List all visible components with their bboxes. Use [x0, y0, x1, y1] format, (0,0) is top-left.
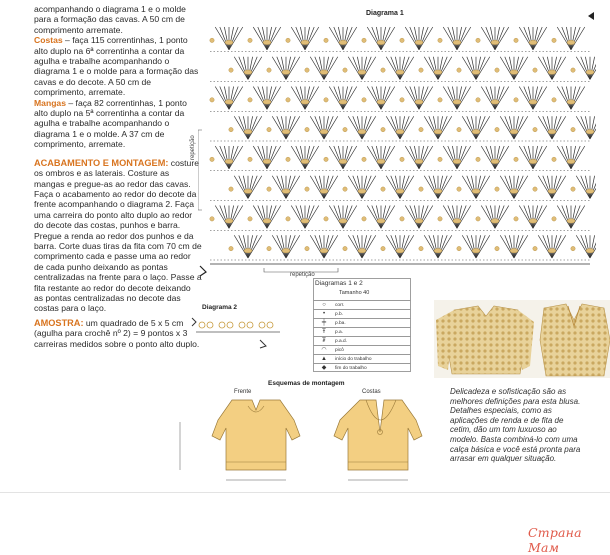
- legend-label: fim do trabalho: [335, 366, 367, 371]
- fan-stitch-mark: [400, 206, 433, 229]
- picot-mark: [207, 322, 213, 328]
- fan-stitch-mark: [400, 146, 433, 169]
- fan-stitch-mark: [533, 57, 566, 80]
- fan-stitch-mark: [552, 27, 585, 50]
- stitch-legend: [313, 278, 411, 372]
- legend-label: picô: [335, 348, 344, 353]
- fan-stitch-mark: [381, 176, 414, 199]
- fan-stitch-mark: [210, 206, 243, 229]
- chart-row: [210, 116, 596, 141]
- legend-row: [313, 363, 411, 373]
- fan-stitch-mark: [400, 27, 433, 50]
- fan-stitch-mark: [343, 57, 376, 80]
- picot-mark: [227, 322, 233, 328]
- fan-stitch-mark: [533, 116, 566, 139]
- blouse-photo-image: [434, 300, 610, 378]
- fan-stitch-mark: [305, 235, 338, 258]
- fan-stitch-mark: [476, 27, 509, 50]
- end-arrow-icon: [260, 340, 266, 348]
- fan-stitch-mark: [533, 235, 566, 258]
- fan-stitch-mark: [419, 176, 452, 199]
- legend-symbol: ○: [322, 302, 326, 308]
- fan-stitch-mark: [552, 206, 585, 229]
- fan-stitch-mark: [514, 27, 547, 50]
- fan-stitch-mark: [514, 206, 547, 229]
- front-pattern-piece: [212, 400, 300, 470]
- fan-stitch-mark: [305, 57, 338, 80]
- picot-mark: [219, 322, 225, 328]
- diagram-1-chart: [198, 10, 596, 280]
- fan-stitch-mark: [533, 176, 566, 199]
- fan-stitch-mark: [457, 116, 490, 139]
- fan-stitch-mark: [267, 235, 300, 258]
- legend-title: Diagramas 1 e 2: [315, 280, 363, 287]
- fan-stitch-mark: [438, 206, 471, 229]
- costas-paragraph: [34, 35, 202, 97]
- amostra-text: um quadrado de 5 x 5 cm (agulha para crochê nº 2) = 9 pontos x 3 carreiras medidos sobre o ponto alto duplo.: [34, 317, 200, 349]
- legend-label: corr.: [335, 303, 345, 308]
- fan-stitch-mark: [343, 176, 376, 199]
- assembly-schematics: [170, 392, 440, 488]
- fan-stitch-mark: [324, 27, 357, 50]
- mangas-paragraph: [34, 98, 202, 150]
- legend-symbol: ◆: [321, 365, 327, 371]
- fan-stitch-mark: [495, 57, 528, 80]
- fan-stitch-mark: [286, 146, 319, 169]
- photo-caption: Delicadeza e sofisticação são as melhores definições para esta blusa. Detalhes especiais, como as aplicações de renda e de fita de cetim, dão um tom luxuoso ao modelo. Basta combiná-lo com uma calça básica e você está pronta para arrasar em qualquer situação.: [450, 387, 581, 464]
- fan-stitch-mark: [419, 235, 452, 258]
- fan-stitch-mark: [210, 87, 243, 110]
- costas-heading: Costas: [34, 35, 63, 46]
- fan-stitch-mark: [476, 146, 509, 169]
- front-label: Frente: [234, 389, 252, 395]
- diagram-1-title: Diagrama 1: [366, 10, 404, 17]
- legend-symbol: ◠: [321, 347, 327, 353]
- chart-row: [210, 146, 590, 171]
- fan-stitch-mark: [267, 57, 300, 80]
- fan-stitch-mark: [324, 206, 357, 229]
- footer-divider: [0, 492, 610, 493]
- fan-stitch-mark: [324, 146, 357, 169]
- fan-stitch-mark: [552, 146, 585, 169]
- fan-stitch-mark: [248, 206, 281, 229]
- fan-stitch-mark: [286, 206, 319, 229]
- intro-text: acompanhando o diagrama 1 e o molde para a formação das cavas. A 50 cm de comprimento arremate.: [34, 4, 186, 35]
- fan-stitch-mark: [438, 27, 471, 50]
- diagram-2-title: Diagrama 2: [202, 304, 238, 311]
- fan-stitch-mark: [571, 116, 596, 139]
- fan-stitch-mark: [362, 206, 395, 229]
- legend-label: p.b.: [335, 312, 344, 317]
- start-arrow-icon: [192, 318, 196, 326]
- site-watermark: Страна Мам: [528, 525, 582, 555]
- fan-stitch-mark: [381, 116, 414, 139]
- fan-stitch-mark: [495, 176, 528, 199]
- acabamento-paragraph: [34, 158, 202, 314]
- legend-label: p.a.d.: [335, 339, 348, 344]
- fan-stitch-mark: [248, 87, 281, 110]
- repeat-horizontal-label: repetição: [290, 272, 315, 278]
- fan-stitch-mark: [324, 87, 357, 110]
- mangas-heading: Mangas: [34, 97, 66, 108]
- costas-text: – faça 115 correntinhas, 1 ponto alto duplo na 6ª correntinha a contar da agulha e trabalhe acompanhando o diagrama 1 e o molde para a formação das cavas e do decote. A 50 cm de comprimento, arremate.: [34, 35, 199, 98]
- fan-stitch-mark: [400, 87, 433, 110]
- mangas-text: – faça 82 correntinhas, 1 ponto alto duplo na 5ª correntinha a contar da agulha e trabalhe acompanhando o diagrama 1 e o molde. A 37 cm de comprimento, arremate.: [34, 97, 187, 150]
- fan-stitch-mark: [362, 87, 395, 110]
- legend-symbol: ▲: [321, 356, 327, 362]
- fan-stitch-mark: [381, 57, 414, 80]
- instructions-column: [34, 4, 202, 349]
- fan-stitch-mark: [210, 27, 243, 50]
- diagram-1: [190, 10, 596, 280]
- back-pattern-piece: [334, 400, 422, 470]
- fan-stitch-mark: [514, 87, 547, 110]
- picot-mark: [239, 322, 245, 328]
- picot-mark: [247, 322, 253, 328]
- fan-stitch-mark: [229, 176, 262, 199]
- fan-stitch-mark: [495, 116, 528, 139]
- fan-stitch-mark: [438, 146, 471, 169]
- legend-symbol: ╪: [321, 320, 327, 326]
- legend-label: início do trabalho: [335, 357, 372, 362]
- end-arrow-icon: [588, 12, 594, 20]
- legend-label: p.ba.: [335, 321, 346, 326]
- fan-stitch-mark: [305, 116, 338, 139]
- fan-stitch-mark: [248, 146, 281, 169]
- picot-border: [199, 322, 273, 328]
- legend-symbol: Ŧ: [322, 329, 326, 335]
- fan-stitch-mark: [343, 235, 376, 258]
- legend-size: Tamanho 40: [339, 290, 370, 296]
- repeat-bracket-vertical: [198, 130, 202, 210]
- fan-stitch-mark: [381, 235, 414, 258]
- fan-stitch-mark: [457, 176, 490, 199]
- fan-stitch-mark: [248, 27, 281, 50]
- chart-row: [210, 176, 596, 201]
- diagram-2-chart: [188, 310, 288, 350]
- fan-stitch-mark: [571, 176, 596, 199]
- back-label: Costas: [362, 389, 381, 395]
- legend-symbol: •: [322, 311, 326, 317]
- fan-stitch-mark: [476, 87, 509, 110]
- schemes-title: Esquemas de montagem: [268, 380, 345, 387]
- fan-stitch-mark: [286, 27, 319, 50]
- fan-stitch-mark: [457, 235, 490, 258]
- picot-mark: [267, 322, 273, 328]
- fan-stitch-mark: [229, 235, 262, 258]
- picot-mark: [259, 322, 265, 328]
- fan-stitch-mark: [362, 146, 395, 169]
- fan-stitch-mark: [495, 235, 528, 258]
- chart-row: [210, 27, 590, 52]
- fan-stitch-mark: [476, 206, 509, 229]
- chart-row: [210, 87, 590, 112]
- fan-stitch-mark: [267, 176, 300, 199]
- chart-row: [210, 57, 596, 82]
- fan-stitch-mark: [457, 57, 490, 80]
- fan-stitch-mark: [552, 87, 585, 110]
- fan-stitch-mark: [571, 235, 596, 258]
- blouse-photo: [434, 300, 610, 378]
- legend-symbol: ₮: [322, 338, 326, 344]
- chart-row: [210, 206, 590, 231]
- chart-row: [210, 235, 596, 260]
- picot-mark: [199, 322, 205, 328]
- amostra-paragraph: [34, 318, 202, 349]
- fan-stitch-mark: [305, 176, 338, 199]
- fan-stitch-mark: [419, 57, 452, 80]
- fan-stitch-mark: [362, 27, 395, 50]
- repeat-vertical-label: repetição: [190, 135, 196, 160]
- fan-stitch-mark: [210, 146, 243, 169]
- start-arrow-icon: [200, 266, 206, 276]
- fan-stitch-mark: [229, 116, 262, 139]
- fan-stitch-mark: [571, 57, 596, 80]
- fan-stitch-mark: [419, 116, 452, 139]
- fan-stitch-mark: [343, 116, 376, 139]
- fan-stitch-mark: [229, 57, 262, 80]
- fan-stitch-mark: [267, 116, 300, 139]
- amostra-heading: AMOSTRA:: [34, 317, 84, 328]
- fan-stitch-mark: [438, 87, 471, 110]
- fan-stitch-mark: [514, 146, 547, 169]
- acabamento-text: costure os ombros e as laterais. Costure as mangas e pregue-as ao redor das cavas. Faça o acabamento ao redor do decote da frente acompanhando o diagrama 2. Faça uma carreira do ponto alto duplo ao redor do decote das costas, punhos e barra. Pregue a renda ao redor dos punhos e da barra. Corte duas tiras da fita com 70 cm de comprimento cada e passe uma ao redor de cada punho deixando as pontas centralizadas na frente para o laço. Passe a fita restante ao redor do decote deixando as pontas centralizadas no decote das costas para o laço.: [34, 157, 202, 314]
- acabamento-heading: ACABAMENTO E MONTAGEM:: [34, 157, 169, 168]
- legend-label: p.a.: [335, 330, 344, 335]
- fan-stitch-mark: [286, 87, 319, 110]
